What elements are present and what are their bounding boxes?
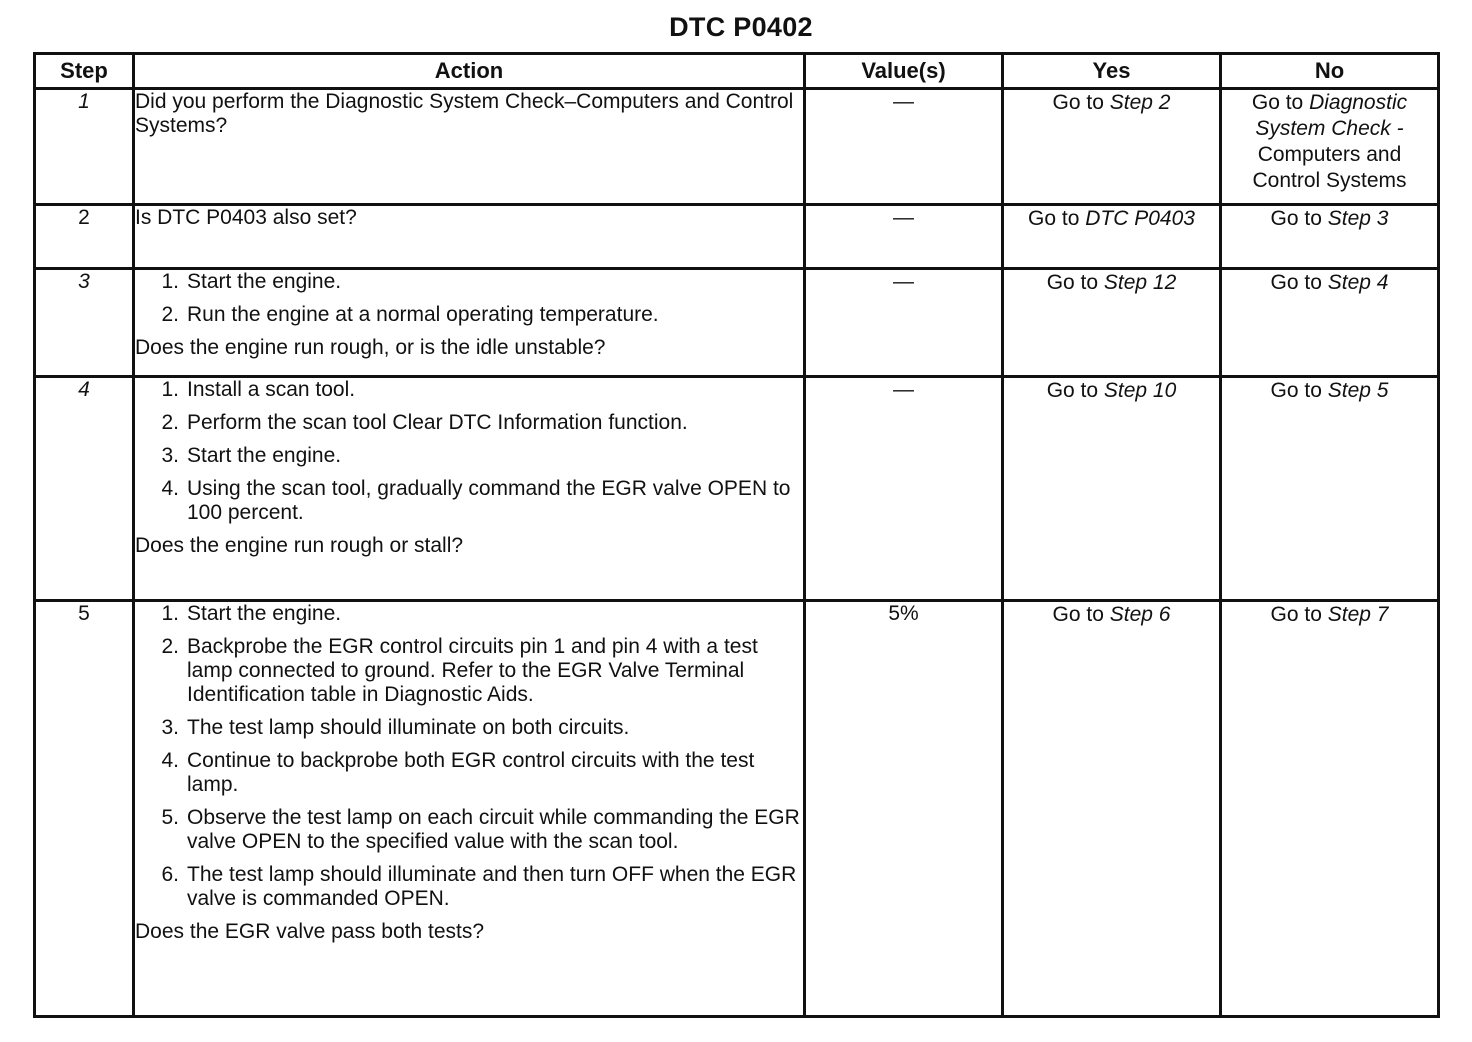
yes-cell xyxy=(1003,269,1221,377)
action-cell xyxy=(134,269,805,377)
action-item: 1. Start the engine. xyxy=(161,602,342,625)
no-prefix: Go to xyxy=(1270,207,1328,230)
header-no: No xyxy=(1221,54,1439,89)
action-item: 5. Observe the test lamp on each circuit while commanding the EGR valve OPEN to the specified value with the scan tool. xyxy=(161,806,800,853)
action-question: Does the EGR valve pass both tests? xyxy=(135,920,485,943)
no-cell xyxy=(1221,377,1439,601)
action-item: 4. Continue to backprobe both EGR control circuits with the test lamp. xyxy=(161,749,755,796)
action-item: 6. The test lamp should illuminate and then turn OFF when the EGR valve is commanded OPEN. xyxy=(161,863,797,910)
no-link[interactable]: Step 7 xyxy=(1327,603,1389,626)
action-item: 1. Start the engine. xyxy=(161,270,342,293)
header-values: Value(s) xyxy=(805,54,1003,89)
no-prefix: Go to xyxy=(1270,271,1328,294)
action-item: 2. Perform the scan tool Clear DTC Information function. xyxy=(161,411,688,434)
yes-prefix: Go to xyxy=(1046,271,1104,294)
action-question: Does the engine run rough or stall? xyxy=(135,534,464,557)
no-prefix: Go to xyxy=(1251,91,1310,114)
action-cell xyxy=(134,601,805,1017)
table-row xyxy=(35,269,1439,377)
no-link[interactable]: Step 4 xyxy=(1327,271,1389,294)
yes-link[interactable]: Step 6 xyxy=(1109,603,1171,626)
page-title: DTC P0402 xyxy=(669,12,813,42)
no-cell xyxy=(1221,269,1439,377)
table-row xyxy=(35,205,1439,269)
yes-link[interactable]: DTC P0403 xyxy=(1085,207,1195,230)
no-cell xyxy=(1221,601,1439,1017)
action-item: 2. Run the engine at a normal operating temperature. xyxy=(161,303,659,326)
yes-link[interactable]: Step 12 xyxy=(1103,271,1177,294)
yes-prefix: Go to xyxy=(1052,91,1110,114)
action-question: Does the engine run rough, or is the idle unstable? xyxy=(135,336,606,359)
step-number: 2 xyxy=(35,205,134,269)
step-number: 3 xyxy=(35,269,134,377)
yes-cell xyxy=(1003,377,1221,601)
yes-link[interactable]: Step 10 xyxy=(1103,379,1177,402)
no-link[interactable]: Step 5 xyxy=(1327,379,1389,402)
yes-prefix: Go to xyxy=(1052,603,1110,626)
action-item: 3. Start the engine. xyxy=(161,444,342,467)
step-number: 5 xyxy=(35,601,134,1017)
no-suffix: Computers and Control Systems xyxy=(1252,143,1407,192)
header-action: Action xyxy=(134,54,805,89)
yes-prefix: Go to xyxy=(1046,379,1104,402)
action-cell xyxy=(134,205,805,269)
no-cell xyxy=(1221,89,1439,205)
action-text: Did you perform the Diagnostic System Check–Computers and Control Systems? xyxy=(135,90,794,137)
table-row xyxy=(35,377,1439,601)
yes-cell xyxy=(1003,205,1221,269)
table-row xyxy=(35,601,1439,1017)
header-row xyxy=(35,54,1439,89)
value-cell: — xyxy=(805,377,1003,601)
header-step: Step xyxy=(35,54,134,89)
diagnostic-table xyxy=(33,52,1440,1018)
yes-cell xyxy=(1003,89,1221,205)
action-cell xyxy=(134,377,805,601)
action-item: 4. Using the scan tool, gradually command the EGR valve OPEN to 100 percent. xyxy=(161,477,791,524)
value-cell: 5% xyxy=(805,601,1003,1017)
no-link[interactable]: Step 3 xyxy=(1327,207,1389,230)
no-link[interactable]: Diagnostic System Check - xyxy=(1255,91,1408,140)
no-prefix: Go to xyxy=(1270,603,1328,626)
action-cell xyxy=(134,89,805,205)
header-yes: Yes xyxy=(1003,54,1221,89)
table-row xyxy=(35,89,1439,205)
step-number: 1 xyxy=(35,89,134,205)
action-text: Is DTC P0403 also set? xyxy=(135,206,357,229)
value-cell: — xyxy=(805,269,1003,377)
step-number: 4 xyxy=(35,377,134,601)
value-cell: — xyxy=(805,205,1003,269)
value-cell: — xyxy=(805,89,1003,205)
no-cell xyxy=(1221,205,1439,269)
yes-cell xyxy=(1003,601,1221,1017)
action-item: 2. Backprobe the EGR control circuits pin 1 and pin 4 with a test lamp connected to ground. Refer to the EGR Valve Terminal Identification table in Diagnostic Aids. xyxy=(161,635,758,706)
no-prefix: Go to xyxy=(1270,379,1328,402)
action-item: 1. Install a scan tool. xyxy=(161,378,356,401)
yes-link[interactable]: Step 2 xyxy=(1109,91,1171,114)
yes-prefix: Go to xyxy=(1028,207,1086,230)
action-item: 3. The test lamp should illuminate on both circuits. xyxy=(161,716,630,739)
